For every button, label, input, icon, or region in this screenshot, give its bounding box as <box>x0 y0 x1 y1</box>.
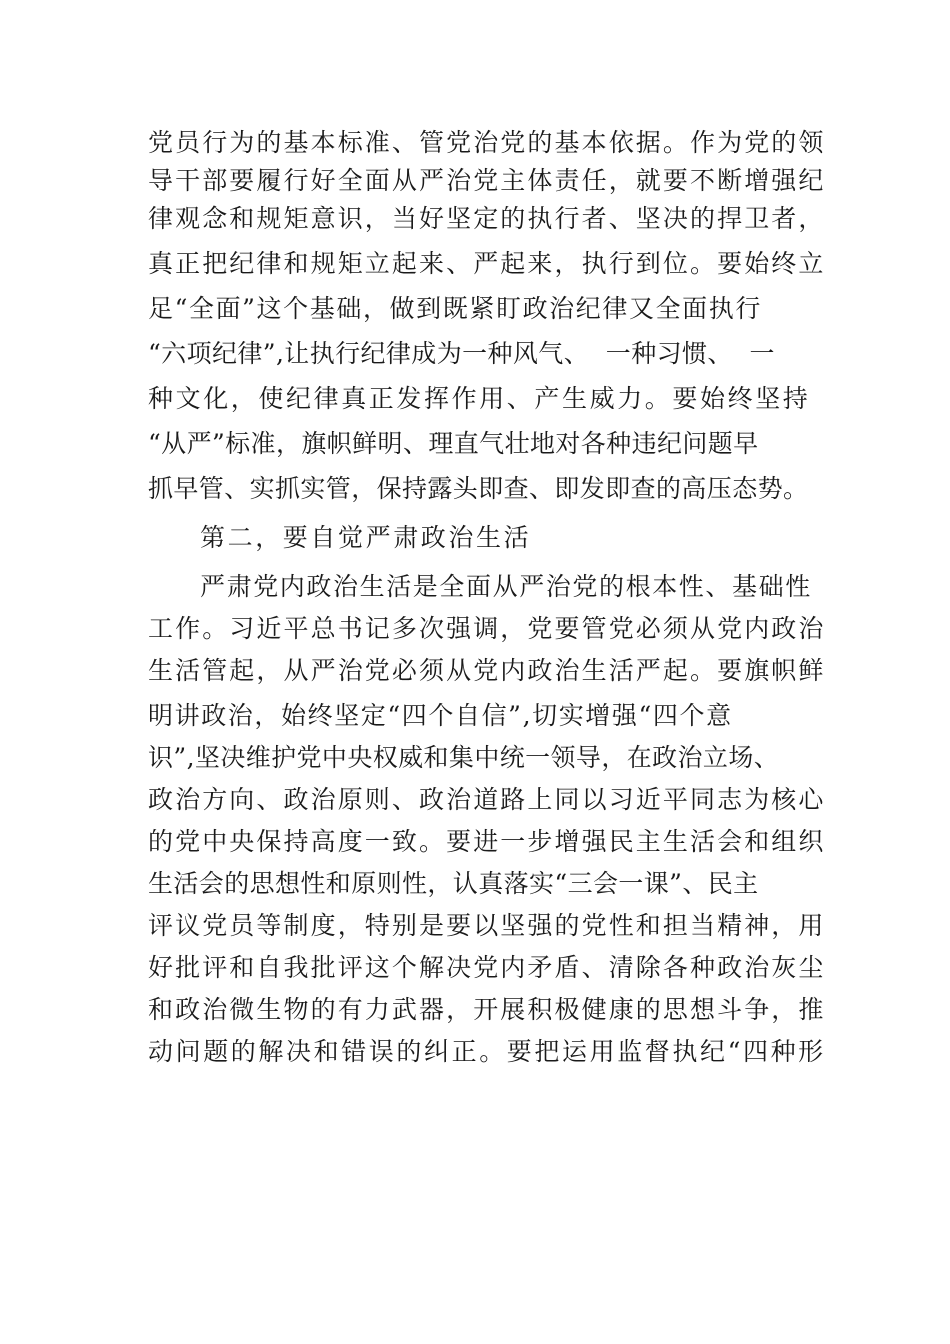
paragraph-line: 真正把纪律和规矩立起来、严起来，执行到位。要始终立 <box>148 249 826 278</box>
paragraph-line: “从严”标准，旗帜鲜明、理直气壮地对各种违纪问题早 <box>148 429 759 458</box>
paragraph-line: 动问题的解决和错误的纠正。要把运用监督执纪“四种形 <box>148 1037 826 1066</box>
paragraph-line: 导干部要履行好全面从严治党主体责任，就要不断增强纪 <box>148 166 826 195</box>
paragraph-line: 的党中央保持高度一致。要进一步增强民主生活会和组织 <box>148 827 826 856</box>
paragraph-line: 生活管起，从严治党必须从党内政治生活严起。要旗帜鲜 <box>148 656 826 685</box>
paragraph-line: 足“全面”这个基础，做到既紧盯政治纪律又全面执行 <box>148 294 762 323</box>
paragraph-line: 种文化，使纪律真正发挥作用、产生威力。要始终坚持 <box>148 384 811 413</box>
paragraph-line: 严肃党内政治生活是全面从严治党的根本性、基础性 <box>200 572 812 601</box>
paragraph-line: 工作。习近平总书记多次强调，党要管党必须从党内政治 <box>148 614 826 643</box>
paragraph-line: 好批评和自我批评这个解决党内矛盾、清除各种政治灰尘 <box>148 953 826 982</box>
section-heading: 第二，要自觉严肃政治生活 <box>200 523 532 552</box>
paragraph-line: 律观念和规矩意识，当好坚定的执行者、坚决的捍卫者， <box>148 204 826 233</box>
paragraph-line: 和政治微生物的有力武器，开展积极健康的思想斗争，推 <box>148 995 826 1024</box>
paragraph-line: 明讲政治，始终坚定“四个自信”,切实增强“四个意 <box>148 701 733 730</box>
paragraph-line: “六项纪律”,让执行纪律成为一种风气、 一种习惯、 一 <box>148 339 775 368</box>
paragraph-line: 识”,坚决维护党中央权威和集中统一领导，在政治立场、 <box>148 743 780 772</box>
paragraph-line: 评议党员等制度，特别是要以坚强的党性和担当精神，用 <box>148 911 826 940</box>
paragraph-line: 抓早管、实抓实管，保持露头即查、即发即查的高压态势。 <box>148 474 809 503</box>
paragraph-line: 政治方向、政治原则、政治道路上同以习近平同志为核心 <box>148 785 826 814</box>
paragraph-line: 党员行为的基本标准、管党治党的基本依据。作为党的领 <box>148 128 826 157</box>
paragraph-line: 生活会的思想性和原则性，认真落实“三会一课”、民主 <box>148 869 759 898</box>
